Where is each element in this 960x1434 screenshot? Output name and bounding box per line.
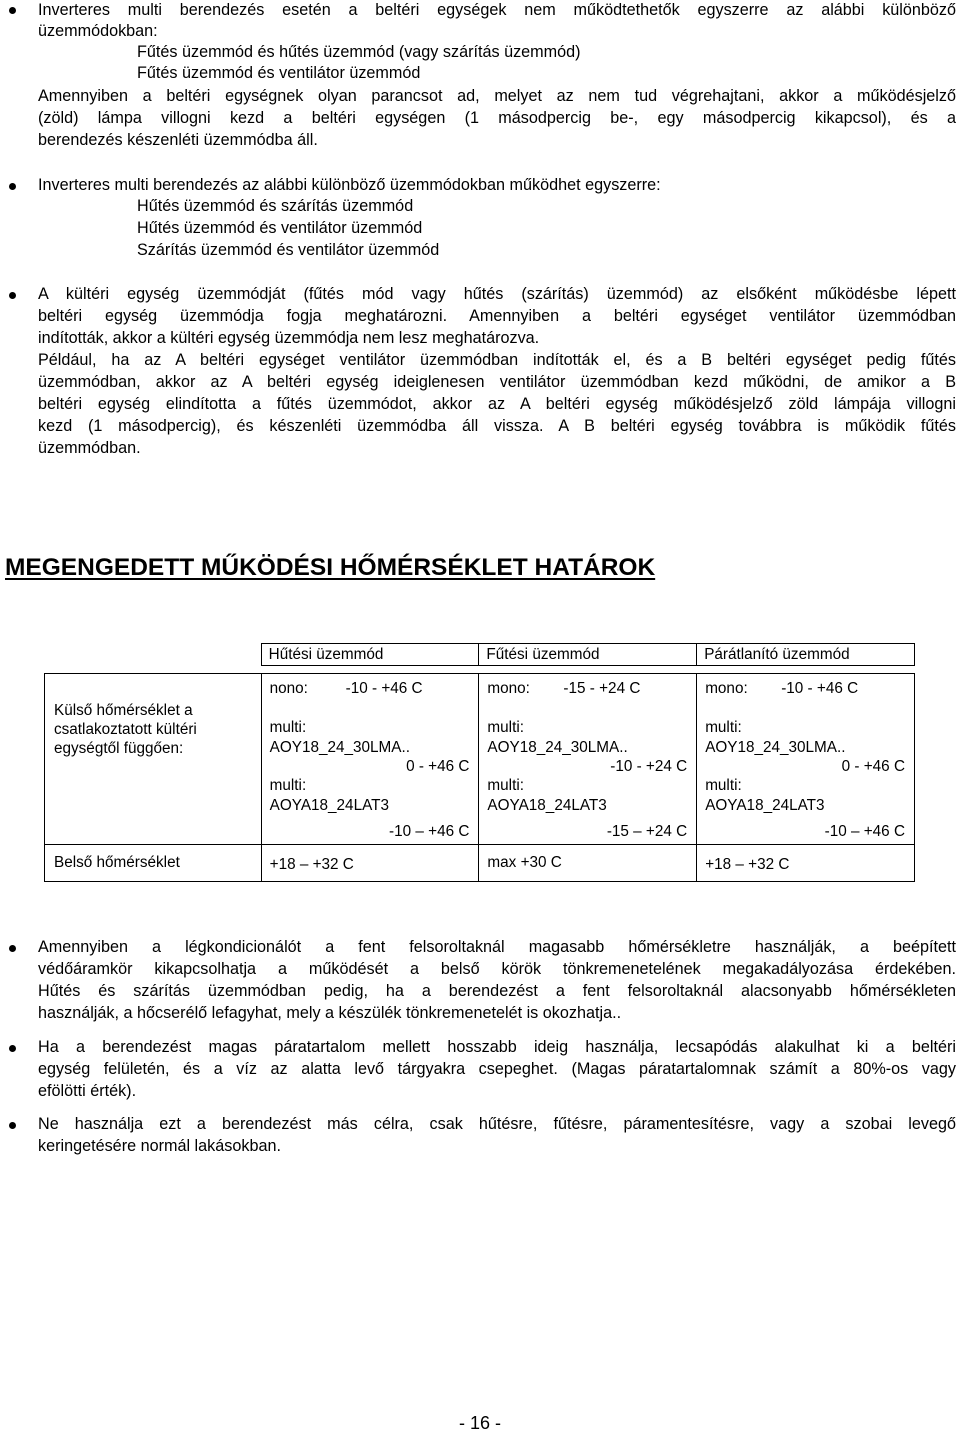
paragraph-line: Ha a berendezést magas páratartalom mellett hosszabb ideig használja, lecsapódás alakulhat ki a beltéri <box>38 1038 956 1056</box>
row-label-line: egységtől függően: <box>54 740 184 757</box>
paragraph-line: beltéri egység üzemmódja fogja meghatározni. Amennyiben a beltéri egységet ventilátor üzemmódban <box>38 307 956 325</box>
bullet <box>9 183 16 190</box>
paragraph-line: Amennyiben a légkondicionálót a fent felsoroltaknál magasabb hőmérsékletre használják, a beépített <box>38 938 956 956</box>
dry-range-cell <box>697 674 915 845</box>
temp-range: -15 - +24 C <box>563 680 641 697</box>
model-name: AOY18_24_30LMA.. <box>487 739 628 756</box>
model-name: AOYA18_24LAT3 <box>487 797 607 814</box>
bullet <box>9 945 16 952</box>
paragraph-line: egység felületén, és a víz az alatta levő tárgyakra csepeghet. (Magas páratartalomnak számít a 80%-os vagy <box>38 1060 956 1078</box>
temp-range: 0 - +46 C <box>841 758 905 775</box>
page-number: - 16 - <box>458 1413 501 1433</box>
section-heading: MEGENGEDETT MŰKÖDÉSI HŐMÉRSÉKLET HATÁROK <box>5 554 656 581</box>
paragraph-line: Inverteres multi berendezés esetén a beltéri egységek nem működtethetők egyszerre az alábbi különböző <box>38 1 956 19</box>
outdoor-temp-label-cell <box>45 674 262 845</box>
indoor-heating-cell <box>479 845 697 882</box>
row-label-line: csatlakoztatott kültéri <box>54 721 197 738</box>
paragraph-line: keringetésére normál lakásokban. <box>38 1137 281 1155</box>
mode-label: mono: <box>487 680 530 697</box>
temp-range: max +30 C <box>487 854 562 871</box>
table-row <box>45 674 915 845</box>
indoor-dry-cell <box>697 845 915 882</box>
temp-range: -10 - +46 C <box>345 680 423 697</box>
paragraph-line: Inverteres multi berendezés az alábbi különböző üzemmódokban működhet egyszerre: <box>38 176 661 194</box>
model-name: AOYA18_24LAT3 <box>269 797 389 814</box>
paragraph-line: üzemmódban, akkor az A beltéri egység ideiglenesen ventilátor üzemmódban kezd működni, de amikor a B <box>38 373 956 391</box>
paragraph-line: beltéri egység elindította a fűtés üzemmódot, akkor az A beltéri egység működésjelző zöld lámpája villogni <box>38 395 956 413</box>
paragraph-line: A kültéri egység üzemmódját (fűtés mód vagy hűtés (szárítás) üzemmód) az elsőként működésbe lépett <box>38 285 956 303</box>
paragraph-line: üzemmódban. <box>38 439 141 457</box>
temp-range: -15 – +24 C <box>606 823 688 840</box>
model-name: AOY18_24_30LMA.. <box>705 739 846 756</box>
header-cooling: Hűtési üzemmód <box>261 644 479 666</box>
temp-range: -10 – +46 C <box>824 823 905 840</box>
temp-range: -10 - +24 C <box>610 758 688 775</box>
paragraph-line: kezd (1 másodpercig), és készenléti üzemmódba áll vissza. A B beltéri egység továbbra is működik fűtés <box>38 417 956 435</box>
table-corner <box>45 644 262 666</box>
table-spacer-row <box>45 666 915 674</box>
row-label-line: Külső hőmérséklet a <box>54 702 193 719</box>
paragraph-line: használják, a hőcserélő lefagyhat, mely a készülék tönkremenetelét is okozhatja.. <box>38 1004 622 1022</box>
paragraph-line: Például, ha az A beltéri egységet ventilátor üzemmódban indították el, és a B beltéri egységet pedig fűtés <box>38 351 956 369</box>
mode-label: multi: <box>705 777 742 794</box>
bullet <box>9 7 16 14</box>
mode-label: mono: <box>705 680 748 697</box>
paragraph-line: Hűtés és szárítás üzemmódban pedig, ha a berendezést a fent felsoroltaknál alacsonyabb hőmérsékleten <box>38 982 956 1000</box>
model-name: AOY18_24_30LMA.. <box>269 739 410 756</box>
temp-range: 0 - +46 C <box>406 758 470 775</box>
list-item: Szárítás üzemmód és ventilátor üzemmód <box>137 241 440 259</box>
temperature-table <box>44 643 915 882</box>
temp-range: -10 - +46 C <box>781 680 859 697</box>
paragraph-line: indították, akkor a kültéri egység üzemmódja nem lesz meghatározva. <box>38 329 540 347</box>
mode-label: multi: <box>269 719 307 736</box>
paragraph-line: (zöld) lámpa villogni kezd a beltéri egységen (1 másodpercig be-, egy másodpercig kikapcsol), és a <box>38 109 956 127</box>
mode-label: multi: <box>269 777 307 794</box>
row-label: Belső hőmérséklet <box>54 854 180 871</box>
temp-range: +18 – +32 C <box>269 856 354 873</box>
bullet <box>9 1045 16 1052</box>
temp-range: -10 – +46 C <box>389 823 470 840</box>
paragraph-line: Ne használja ezt a berendezést más célra, csak hűtésre, fűtésre, páramentesítésre, vagy a szobai levegő <box>38 1115 956 1133</box>
indoor-temp-label-cell <box>45 845 262 882</box>
mode-label: multi: <box>487 719 524 736</box>
heating-range-cell <box>479 674 697 845</box>
paragraph-line: védőáramkör kikapcsolhatja a működését a belső körök tönkremenetelének megakadályozása érdekében. <box>38 960 956 978</box>
header-dry: Párátlanító üzemmód <box>697 644 915 666</box>
paragraph-line: berendezés készenléti üzemmódba áll. <box>38 131 318 149</box>
paragraph-line: üzemmódokban: <box>38 22 158 40</box>
mode-label: nono: <box>269 680 308 697</box>
list-item: Fűtés üzemmód és ventilátor üzemmód <box>137 64 421 82</box>
cooling-range-cell <box>261 674 479 845</box>
paragraph-line: efölötti érték). <box>38 1082 137 1100</box>
list-item: Hűtés üzemmód és ventilátor üzemmód <box>137 219 423 237</box>
model-name: AOYA18_24LAT3 <box>705 797 825 814</box>
temp-range: +18 – +32 C <box>705 856 790 873</box>
bullet <box>9 292 16 299</box>
table-row <box>45 845 915 882</box>
mode-label: multi: <box>487 777 524 794</box>
mode-label: multi: <box>705 719 742 736</box>
header-heating: Fűtési üzemmód <box>479 644 697 666</box>
indoor-cooling-cell <box>261 845 479 882</box>
table-header-row <box>45 644 915 666</box>
list-item: Hűtés üzemmód és szárítás üzemmód <box>137 197 414 215</box>
bullet <box>9 1122 16 1129</box>
paragraph-line: Amennyiben a beltéri egységnek olyan parancsot ad, melyet az nem tud végrehajtani, akkor a működésjelző <box>38 87 956 105</box>
list-item: Fűtés üzemmód és hűtés üzemmód (vagy szárítás üzemmód) <box>137 43 581 61</box>
